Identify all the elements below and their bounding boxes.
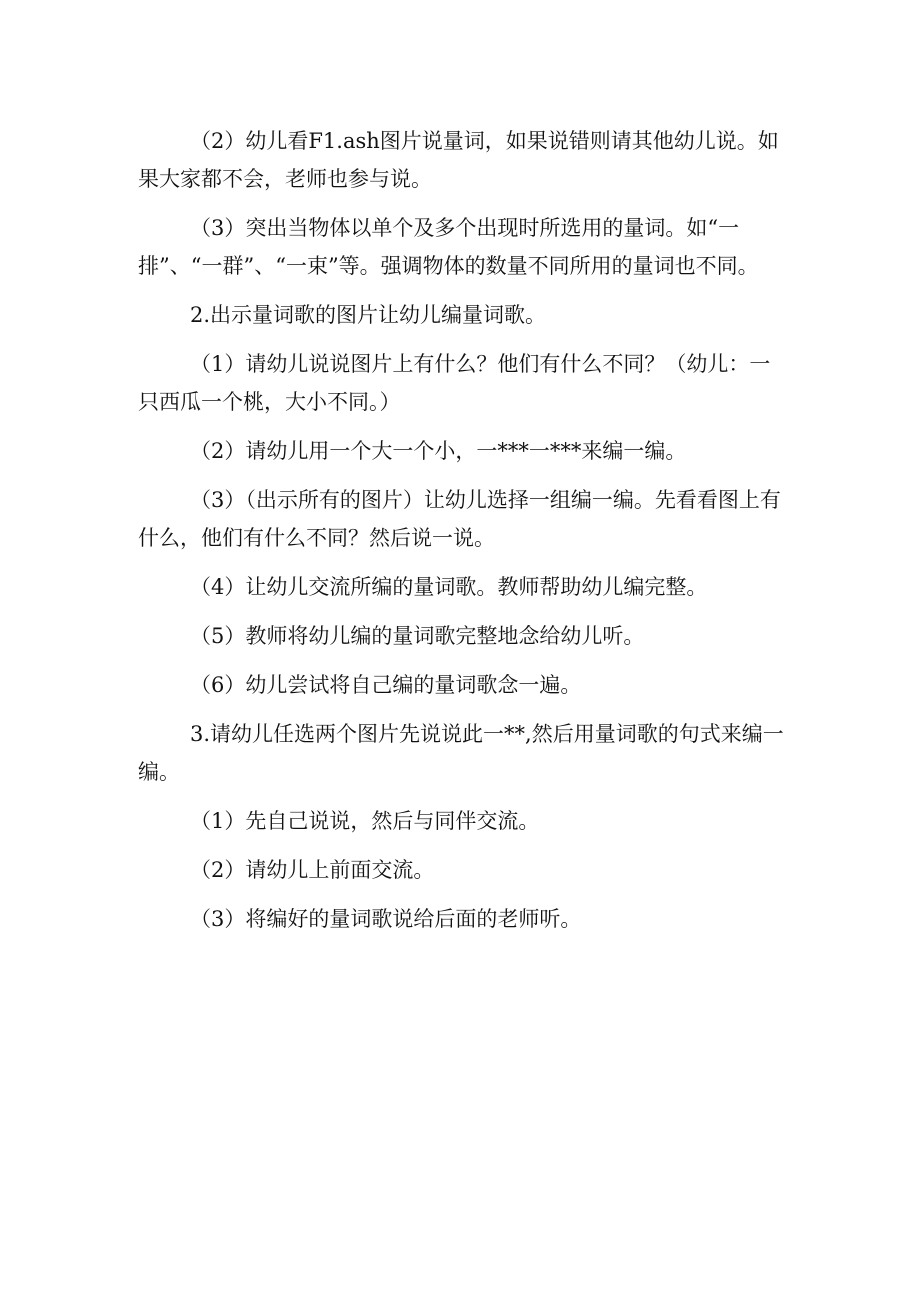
paragraph-section-3: 3.请幼儿任选两个图片先说说此一**,然后用量词歌的句式来编一编。	[138, 722, 784, 784]
paragraph-step-3-3: （3）将编好的量词歌说给后面的老师听。	[190, 907, 582, 931]
paragraph-step-2-6: （6）幼儿尝试将自己编的量词歌念一遍。	[190, 673, 582, 697]
paragraph-step-1-3: （3）突出当物体以单个及多个出现时所选用的量词。如“一排”、“一群”、“一束”等。强调物体的数量不同所用的量词也不同。	[138, 216, 759, 278]
paragraph-step-2-2: （2）请幼儿用一个大一个小，一***一***来编一编。	[190, 439, 687, 463]
paragraph-section-2: 2.出示量词歌的图片让幼儿编量词歌。	[190, 303, 547, 327]
paragraph-step-1-2: （2）幼儿看F1.ash图片说量词，如果说错则请其他幼儿说。如果大家都不会，老师也参与说。	[138, 129, 779, 191]
paragraph-step-2-5: （5）教师将幼儿编的量词歌完整地念给幼儿听。	[190, 624, 645, 648]
paragraph-step-2-3: （3）（出示所有的图片）让幼儿选择一组编一编。先看看图上有什么，他们有什么不同？然后说一说。	[138, 488, 781, 550]
paragraph-step-3-2: （2）请幼儿上前面交流。	[190, 858, 435, 882]
document-body	[138, 122, 788, 949]
paragraph-step-2-1: （1）请幼儿说说图片上有什么？他们有什么不同？（幼儿：一只西瓜一个桃，大小不同。）	[138, 352, 771, 414]
paragraph-step-2-4: （4）让幼儿交流所编的量词歌。教师帮助幼儿编完整。	[190, 575, 708, 599]
paragraph-step-3-1: （1）先自己说说，然后与同伴交流。	[190, 809, 540, 833]
